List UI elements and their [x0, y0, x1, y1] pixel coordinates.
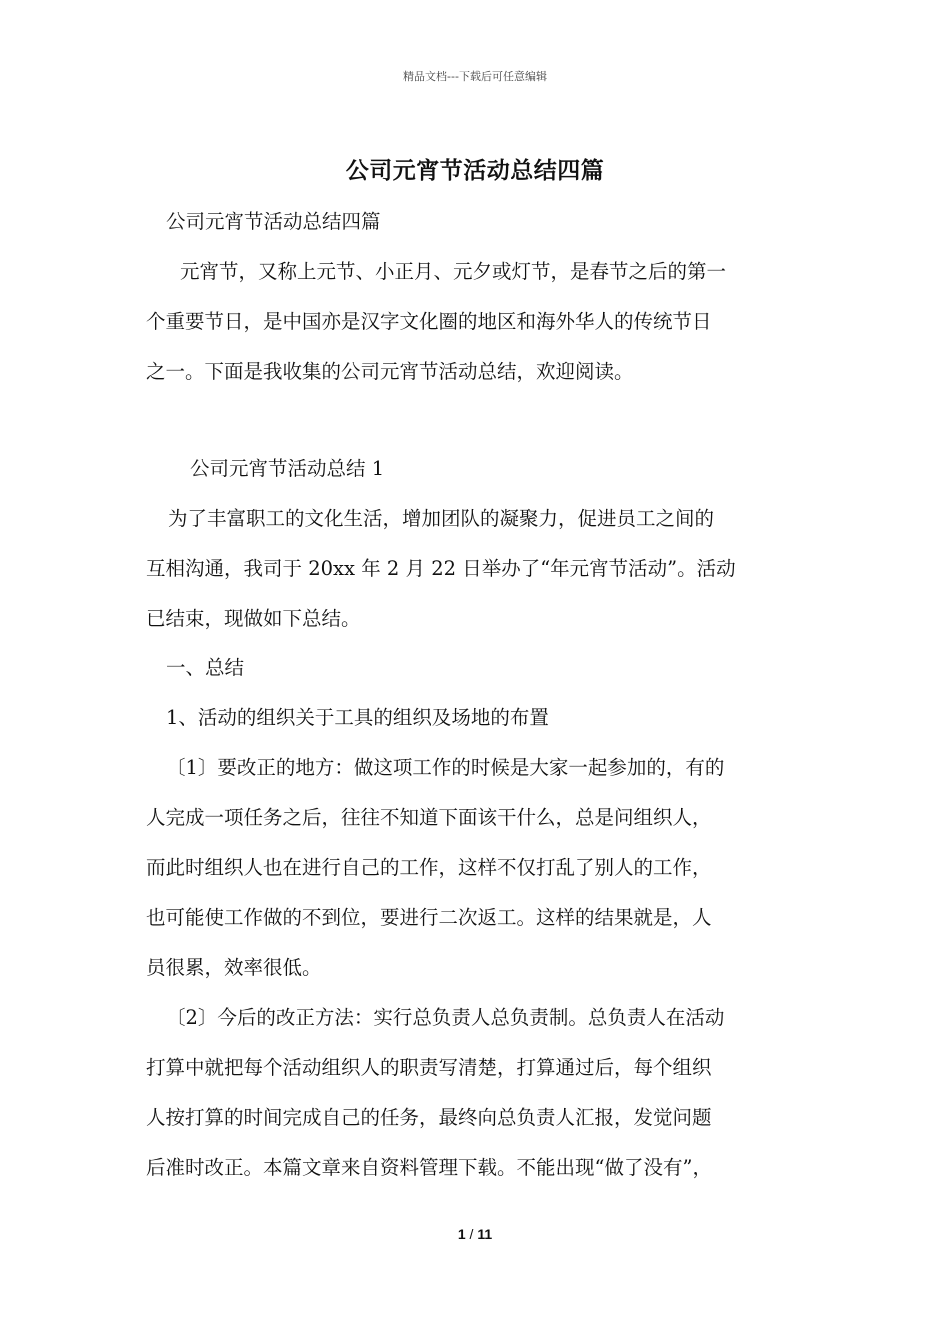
page-header: 精品文档---下载后可任意编辑 — [403, 70, 547, 83]
page-total: 11 — [477, 1226, 493, 1242]
intro-paragraph — [146, 247, 812, 397]
page-separator: / — [469, 1226, 474, 1242]
summary-heading — [166, 643, 832, 693]
item-part1-line: 员很累，效率很低。 — [146, 956, 322, 979]
page-current: 1 — [457, 1226, 466, 1242]
intro-line: 元宵节，又称上元节、小正月、元夕或灯节，是春节之后的第一 — [180, 260, 727, 283]
item-heading — [166, 693, 832, 743]
intro-line: 之一。下面是我收集的公司元宵节活动总结，欢迎阅读。 — [146, 360, 634, 383]
section-heading-text: 公司元宵节活动总结 1 — [190, 457, 385, 480]
intro-line: 个重要节日，是中国亦是汉字文化圈的地区和海外华人的传统节日 — [146, 310, 712, 333]
section-line: 互相沟通，我司于 20xx 年 2 月 22 日举办了“年元宵节活动”。活动 — [146, 557, 736, 580]
document-title: 公司元宵节活动总结四篇 — [345, 157, 605, 184]
item-part1-line: 人完成一项任务之后，往往不知道下面该干什么，总是问组织人， — [146, 806, 712, 829]
item-part1-line: 也可能使工作做的不到位，要进行二次返工。这样的结果就是，人 — [146, 906, 712, 929]
section-line: 已结束，现做如下总结。 — [146, 607, 361, 630]
section-line: 为了丰富职工的文化生活，增加团队的凝聚力，促进员工之间的 — [168, 507, 715, 530]
item-part2-line: 人按打算的时间完成自己的任务，最终向总负责人汇报，发觉问题 — [146, 1106, 712, 1129]
item-part2-line: 后准时改正。本篇文章来自资料管理下载。不能出现“做了没有”， — [146, 1156, 712, 1179]
item-part2-line: 〔2〕今后的改正方法：实行总负责人总负责制。总负责人在活动 — [166, 1006, 725, 1029]
section-heading — [190, 444, 856, 494]
summary-heading-text: 一、总结 — [166, 656, 245, 679]
subtitle-text: 公司元宵节活动总结四篇 — [166, 210, 381, 233]
item-part1-paragraph — [146, 743, 812, 993]
item-part2-line: 打算中就把每个活动组织人的职责写清楚，打算通过后，每个组织 — [146, 1056, 712, 1079]
item-part1-line: 〔1〕要改正的地方：做这项工作的时候是大家一起参加的，有的 — [166, 756, 725, 779]
item-part2-paragraph — [146, 993, 812, 1193]
document-subtitle — [166, 197, 832, 247]
page-number — [0, 1226, 950, 1242]
item-part1-line: 而此时组织人也在进行自己的工作，这样不仅打乱了别人的工作， — [146, 856, 712, 879]
section-paragraph — [146, 494, 812, 644]
item-heading-text: 1、活动的组织关于工具的组织及场地的布置 — [166, 706, 549, 729]
